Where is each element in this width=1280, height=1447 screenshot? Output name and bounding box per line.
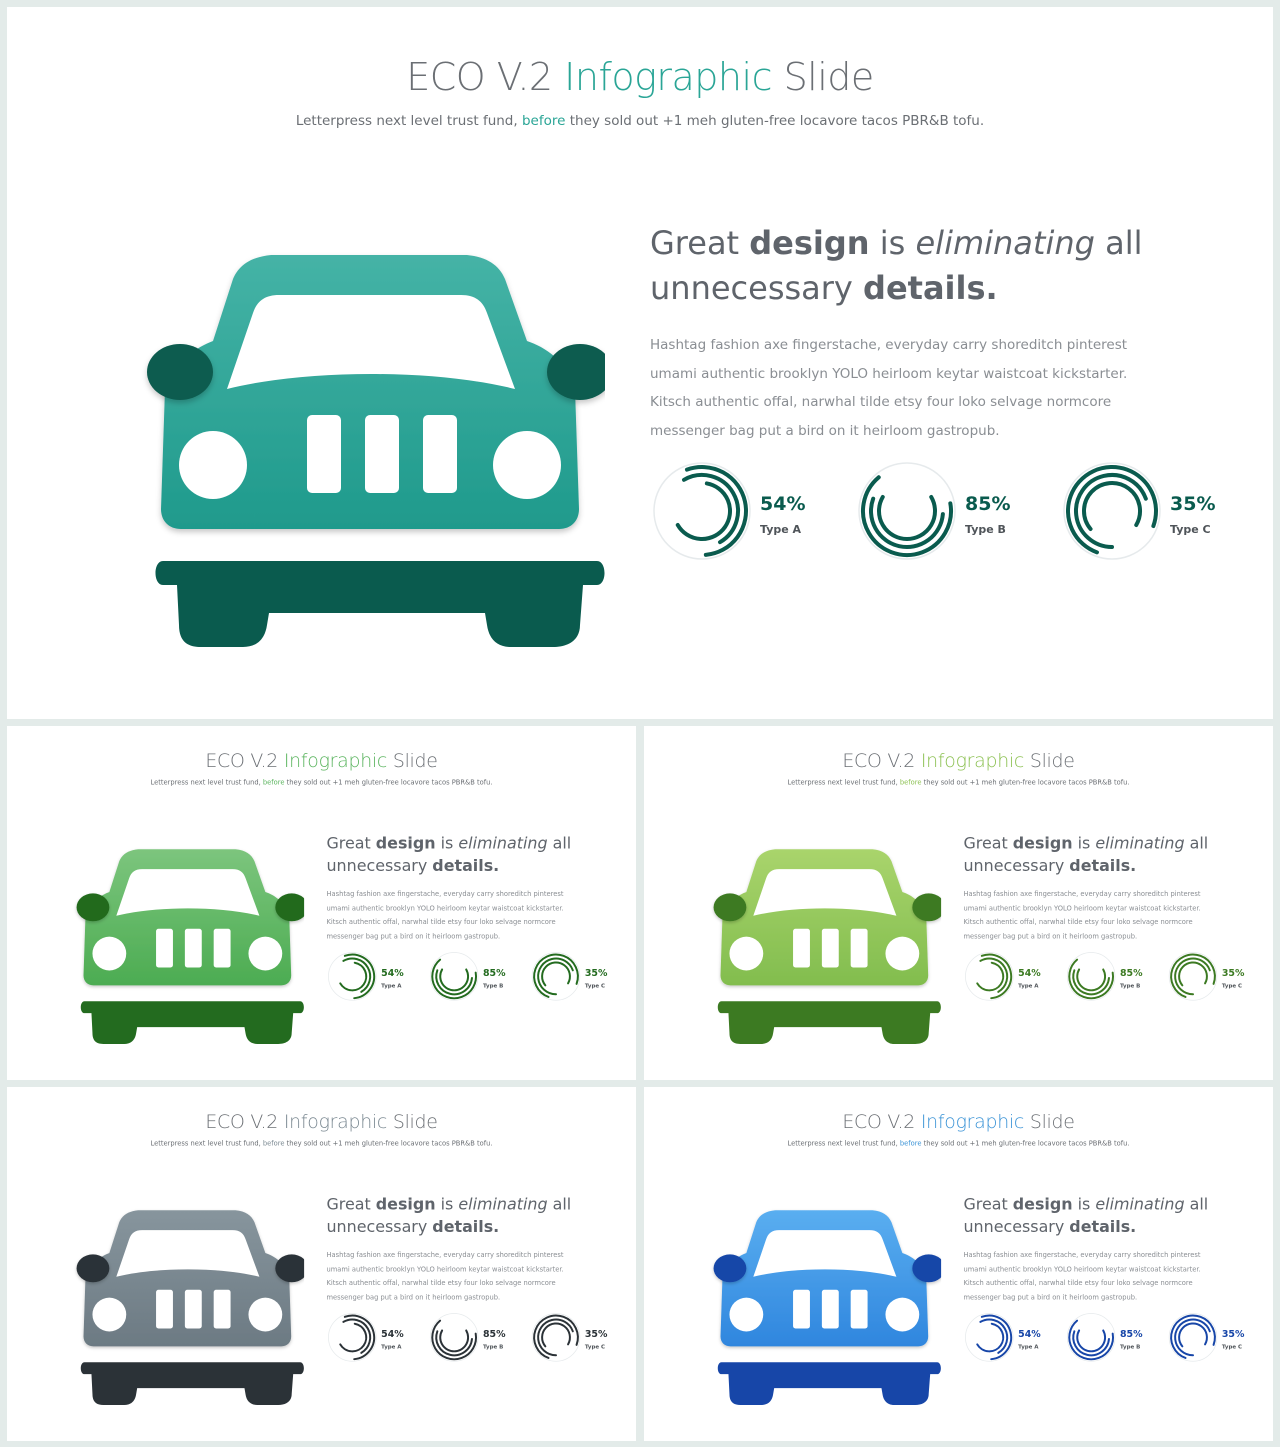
stat-label: Type A bbox=[1018, 1343, 1039, 1350]
stat-value: 85% bbox=[482, 1328, 506, 1340]
ring-arc bbox=[1069, 960, 1113, 999]
ring-chart-icon bbox=[326, 951, 378, 1003]
stat-ring-type-c bbox=[1167, 1312, 1266, 1367]
stat-label: Type B bbox=[482, 982, 504, 989]
ring-chart-icon bbox=[963, 1312, 1015, 1364]
ring-arc bbox=[1171, 1316, 1215, 1358]
body-paragraph: Hashtag fashion axe fingerstache, everyday carry shoreditch pinterest umami authentic brooklyn YOLO heirloom keytar waistcoat kickstarter. Kitsch authentic offal, narwhal tilde etsy four loko selvage normcore messenger bag put a bird on it heirloom gastropub. bbox=[326, 1250, 564, 1302]
ring-arc bbox=[1077, 1330, 1105, 1351]
ring-track bbox=[654, 463, 750, 559]
body-paragraph: Hashtag fashion axe fingerstache, everyday carry shoreditch pinterest umami authentic brooklyn YOLO heirloom keytar waistcoat kickstarter. Kitsch authentic offal, narwhal tilde etsy four loko selvage normcore messenger bag put a bird on it heirloom gastropub. bbox=[650, 337, 1128, 439]
stat-value: 85% bbox=[1119, 1328, 1143, 1340]
ring-track bbox=[859, 463, 955, 559]
ring-arc bbox=[1179, 962, 1207, 985]
headline: Great design is eliminating all unnecessary details. bbox=[326, 833, 572, 876]
ring-arc bbox=[538, 1320, 573, 1356]
ring-arc bbox=[1179, 1323, 1207, 1346]
ring-chart-icon bbox=[326, 1312, 378, 1364]
ring-arc bbox=[977, 963, 1003, 991]
ring-arc bbox=[534, 1316, 578, 1358]
ring-chart-icon bbox=[855, 459, 959, 563]
body-paragraph: Hashtag fashion axe fingerstache, everyday carry shoreditch pinterest umami authentic brooklyn YOLO heirloom keytar waistcoat kickstarter. Kitsch authentic offal, narwhal tilde etsy four loko selvage normcore messenger bag put a bird on it heirloom gastropub. bbox=[963, 889, 1201, 941]
ring-track bbox=[965, 1314, 1013, 1362]
slide-content bbox=[644, 1087, 1273, 1441]
stat-label: Type C bbox=[584, 1343, 606, 1350]
slide-thumbnail-teal[interactable] bbox=[7, 7, 1273, 719]
ring-chart-icon bbox=[650, 459, 754, 563]
slide-thumbnail-green[interactable] bbox=[7, 726, 636, 1080]
stat-label: Type B bbox=[1119, 982, 1141, 989]
car-icon bbox=[71, 1204, 305, 1408]
ring-arc bbox=[1175, 959, 1210, 995]
ring-chart-icon bbox=[1065, 951, 1117, 1003]
ring-arc bbox=[440, 969, 468, 990]
stat-ring-type-c bbox=[530, 1312, 629, 1367]
ring-chart-icon bbox=[1167, 951, 1219, 1003]
ring-arc bbox=[1068, 467, 1156, 552]
stat-ring-type-a bbox=[326, 951, 425, 1006]
ring-track bbox=[965, 953, 1013, 1001]
ring-track bbox=[532, 1314, 580, 1362]
ring-arc bbox=[1077, 969, 1105, 990]
stat-value: 54% bbox=[381, 967, 404, 979]
ring-arc bbox=[1069, 1321, 1113, 1360]
ring-chart-icon bbox=[1065, 1312, 1117, 1364]
stat-value: 85% bbox=[482, 967, 506, 979]
stat-value: 35% bbox=[584, 1328, 608, 1340]
headline: Great design is eliminating all unnecessary details. bbox=[963, 833, 1209, 876]
ring-arc bbox=[432, 1321, 476, 1360]
slide-subtitle: Letterpress next level trust fund, before they sold out +1 meh gluten-free locavore tacos PBR&B tofu. bbox=[787, 778, 1130, 787]
stat-ring-type-b bbox=[1065, 951, 1164, 1006]
stat-value: 54% bbox=[1018, 967, 1041, 979]
stat-label: Type A bbox=[381, 982, 402, 989]
ring-track bbox=[430, 953, 478, 1001]
ring-chart-icon bbox=[428, 951, 480, 1003]
stat-ring-type-b bbox=[855, 459, 1055, 569]
stat-ring-type-c bbox=[1060, 459, 1260, 569]
ring-track bbox=[1067, 1314, 1115, 1362]
slide-title: ECO V.2 Infographic Slide bbox=[205, 1110, 438, 1133]
stat-label: Type B bbox=[1119, 1343, 1141, 1350]
body-paragraph: Hashtag fashion axe fingerstache, everyday carry shoreditch pinterest umami authentic brooklyn YOLO heirloom keytar waistcoat kickstarter. Kitsch authentic offal, narwhal tilde etsy four loko selvage normcore messenger bag put a bird on it heirloom gastropub. bbox=[326, 889, 564, 941]
stat-ring-type-b bbox=[1065, 1312, 1164, 1367]
ring-arc bbox=[1171, 955, 1215, 997]
stat-value: 35% bbox=[584, 967, 608, 979]
stat-value: 54% bbox=[381, 1328, 404, 1340]
ring-arc bbox=[678, 483, 730, 539]
car-icon bbox=[708, 1204, 942, 1408]
ring-arc bbox=[863, 477, 951, 555]
ring-arc bbox=[340, 963, 366, 991]
stat-label: Type A bbox=[760, 523, 802, 536]
slide-content bbox=[7, 726, 636, 1080]
slide-title: ECO V.2 Infographic Slide bbox=[406, 55, 874, 99]
slide-thumbnail-lime[interactable] bbox=[644, 726, 1273, 1080]
ring-chart-icon bbox=[530, 1312, 582, 1364]
stat-label: Type A bbox=[381, 1343, 402, 1350]
stat-value: 35% bbox=[1221, 967, 1245, 979]
ring-arc bbox=[538, 959, 573, 995]
ring-track bbox=[1169, 953, 1217, 1001]
ring-arc bbox=[542, 1323, 570, 1346]
stat-ring-type-a bbox=[963, 951, 1062, 1006]
stat-ring-type-c bbox=[530, 951, 629, 1006]
stat-value: 54% bbox=[1018, 1328, 1041, 1340]
stat-ring-type-b bbox=[428, 951, 527, 1006]
car-icon bbox=[708, 843, 942, 1047]
stat-label: Type C bbox=[1170, 523, 1211, 536]
stat-label: Type A bbox=[1018, 982, 1039, 989]
stat-label: Type C bbox=[1221, 982, 1243, 989]
stat-ring-type-a bbox=[650, 459, 850, 569]
stat-label: Type B bbox=[965, 523, 1006, 536]
slide-content bbox=[7, 1087, 636, 1441]
slide-title: ECO V.2 Infographic Slide bbox=[842, 749, 1075, 772]
stat-label: Type C bbox=[584, 982, 606, 989]
ring-arc bbox=[879, 497, 935, 539]
stat-value: 85% bbox=[965, 493, 1011, 515]
slide-title: ECO V.2 Infographic Slide bbox=[842, 1110, 1075, 1133]
ring-track bbox=[328, 953, 376, 1001]
slide-subtitle: Letterpress next level trust fund, before they sold out +1 meh gluten-free locavore tacos PBR&B tofu. bbox=[295, 113, 985, 129]
ring-chart-icon bbox=[428, 1312, 480, 1364]
headline: Great design is eliminating all unnecessary details. bbox=[650, 224, 1143, 307]
ring-chart-icon bbox=[530, 951, 582, 1003]
ring-track bbox=[1067, 953, 1115, 1001]
ring-chart-icon bbox=[1167, 1312, 1219, 1364]
slide-subtitle: Letterpress next level trust fund, before they sold out +1 meh gluten-free locavore tacos PBR&B tofu. bbox=[150, 778, 493, 787]
stat-ring-type-b bbox=[428, 1312, 527, 1367]
ring-arc bbox=[542, 962, 570, 985]
ring-chart-icon bbox=[963, 951, 1015, 1003]
stat-value: 85% bbox=[1119, 967, 1143, 979]
slide-subtitle: Letterpress next level trust fund, before they sold out +1 meh gluten-free locavore tacos PBR&B tofu. bbox=[787, 1139, 1130, 1148]
stat-value: 54% bbox=[760, 493, 806, 515]
ring-track bbox=[532, 953, 580, 1001]
slide-content bbox=[644, 726, 1273, 1080]
stat-ring-type-c bbox=[1167, 951, 1266, 1006]
slide-content bbox=[7, 7, 1273, 719]
ring-arc bbox=[1175, 1320, 1210, 1356]
ring-track bbox=[430, 1314, 478, 1362]
ring-arc bbox=[432, 960, 476, 999]
stat-ring-type-a bbox=[963, 1312, 1062, 1367]
stat-ring-type-a bbox=[326, 1312, 425, 1367]
ring-arc bbox=[1076, 475, 1146, 547]
stat-value: 35% bbox=[1170, 493, 1216, 515]
ring-arc bbox=[977, 1324, 1003, 1352]
ring-track bbox=[1064, 463, 1160, 559]
stat-value: 35% bbox=[1221, 1328, 1245, 1340]
slide-thumbnail-blue[interactable] bbox=[644, 1087, 1273, 1441]
headline: Great design is eliminating all unnecessary details. bbox=[963, 1194, 1209, 1237]
ring-track bbox=[328, 1314, 376, 1362]
slide-subtitle: Letterpress next level trust fund, before they sold out +1 meh gluten-free locavore tacos PBR&B tofu. bbox=[150, 1139, 493, 1148]
body-paragraph: Hashtag fashion axe fingerstache, everyday carry shoreditch pinterest umami authentic brooklyn YOLO heirloom keytar waistcoat kickstarter. Kitsch authentic offal, narwhal tilde etsy four loko selvage normcore messenger bag put a bird on it heirloom gastropub. bbox=[963, 1250, 1201, 1302]
ring-track bbox=[1169, 1314, 1217, 1362]
car-icon bbox=[71, 843, 305, 1047]
ring-arc bbox=[340, 1324, 366, 1352]
slide-title: ECO V.2 Infographic Slide bbox=[205, 749, 438, 772]
ring-arc bbox=[1084, 483, 1140, 529]
slide-thumbnail-gray[interactable] bbox=[7, 1087, 636, 1441]
car-icon bbox=[135, 243, 605, 653]
stat-label: Type B bbox=[482, 1343, 504, 1350]
headline: Great design is eliminating all unnecessary details. bbox=[326, 1194, 572, 1237]
ring-chart-icon bbox=[1060, 459, 1164, 563]
stat-label: Type C bbox=[1221, 1343, 1243, 1350]
ring-arc bbox=[534, 955, 578, 997]
ring-arc bbox=[440, 1330, 468, 1351]
